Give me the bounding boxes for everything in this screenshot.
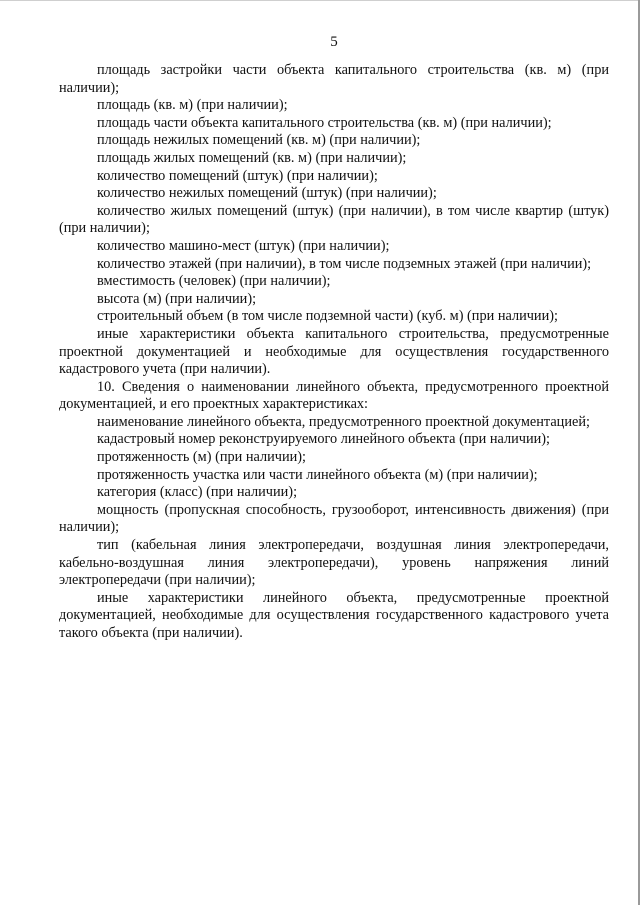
paragraph: количество этажей (при наличии), в том числе подземных этажей (при наличии);	[97, 255, 592, 272]
paragraph: протяженность участка или части линейного объекта (м) (при наличии);	[97, 466, 538, 483]
paragraph: количество машино-мест (штук) (при наличии);	[97, 237, 390, 254]
paragraph: площадь части объекта капитального строительства (кв. м) (при наличии);	[97, 114, 552, 131]
paragraph: строительный объем (в том числе подземной части) (куб. м) (при наличии);	[97, 308, 558, 325]
paragraph: площадь застройки части объекта капитального строительства (кв. м) (при наличии);	[59, 62, 609, 96]
section-heading-paragraph: 10. Сведения о наименовании линейного объекта, предусмотренного проектной документацией, и его проектных характеристиках:	[59, 378, 609, 413]
page-top-edge	[0, 0, 640, 1]
paragraph: количество нежилых помещений (штук) (при наличии);	[97, 185, 437, 202]
paragraph: вместимость (человек) (при наличии);	[97, 273, 331, 290]
paragraph: площадь жилых помещений (кв. м) (при наличии);	[97, 149, 407, 166]
paragraph: количество помещений (штук) (при наличии);	[97, 167, 378, 184]
paragraph: площадь нежилых помещений (кв. м) (при наличии);	[97, 132, 421, 149]
paragraph: протяженность (м) (при наличии);	[97, 449, 306, 466]
paragraph: мощность (пропускная способность, грузооборот, интенсивность движения) (при наличии);	[59, 501, 609, 536]
paragraph: площадь (кв. м) (при наличии);	[97, 97, 288, 114]
paragraph: наименование линейного объекта, предусмотренного проектной документацией;	[97, 413, 590, 430]
paragraph: кадастровый номер реконструируемого линейного объекта (при наличии);	[97, 431, 551, 448]
page-number: 5	[330, 34, 338, 50]
paragraph: тип (кабельная линия электропередачи, воздушная линия электропередачи, кабельно-воздушная линия электропередачи), уровень напряжения линий электропередачи (при наличии);	[59, 537, 609, 589]
paragraph: категория (класс) (при наличии);	[97, 484, 298, 501]
paragraph: иные характеристики линейного объекта, предусмотренные проектной документацией, необходимые для осуществления государственного кадастрового учета такого объекта (при наличии).	[59, 589, 609, 641]
paragraph: иные характеристики объекта капитального строительства, предусмотренные проектной документацией и необходимые для осуществления государственного кадастрового учета (при наличии).	[59, 325, 609, 378]
paragraph: количество жилых помещений (штук) (при наличии), в том числе квартир (штук) (при наличии);	[59, 202, 609, 237]
paragraph: высота (м) (при наличии);	[97, 290, 257, 307]
document-body	[59, 62, 609, 643]
